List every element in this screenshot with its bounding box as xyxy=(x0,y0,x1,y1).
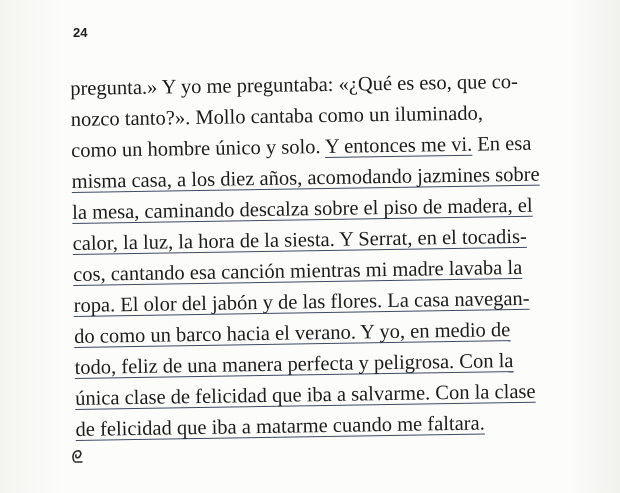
text-segment: nozco tanto?». Mollo cantaba como un iluminado, xyxy=(70,102,484,131)
body-text xyxy=(70,66,586,446)
underlined-text: la mesa, caminando descalza sobre el piso de madera, el xyxy=(72,194,533,224)
text-segment: pregunta.» Y yo me preguntaba: «¿Qué es eso, que co- xyxy=(70,70,518,100)
underlined-text: única clase de felicidad que iba a salvarme. Con la clase xyxy=(74,380,536,410)
underlined-text: cos, cantando esa canción mientras mi madre lavaba la xyxy=(72,256,523,286)
text-line xyxy=(75,407,585,446)
page-number: 24 xyxy=(73,25,88,40)
underlined-text: misma casa, a los diez años, acomodando jazmines sobre xyxy=(71,163,540,193)
text-segment: En esa xyxy=(472,132,532,156)
underlined-text: Y entonces me vi. xyxy=(324,133,473,159)
underlined-text: todo, feliz de una manera perfecta y peligrosa. Con la xyxy=(74,350,514,379)
underlined-text: do como un barco hacia el verano. Y yo, en medio de xyxy=(73,319,511,348)
text-segment: como un hombre único y solo. xyxy=(71,136,326,162)
handwritten-mark-icon xyxy=(70,448,86,464)
underlined-text: calor, la luz, la hora de la siesta. Y Serrat, en el tocadis- xyxy=(72,225,527,255)
underlined-text: ropa. El olor del jabón y de las flores. La casa navegan- xyxy=(73,287,530,317)
underlined-text: de felicidad que iba a matarme cuando me faltara. xyxy=(75,412,485,441)
